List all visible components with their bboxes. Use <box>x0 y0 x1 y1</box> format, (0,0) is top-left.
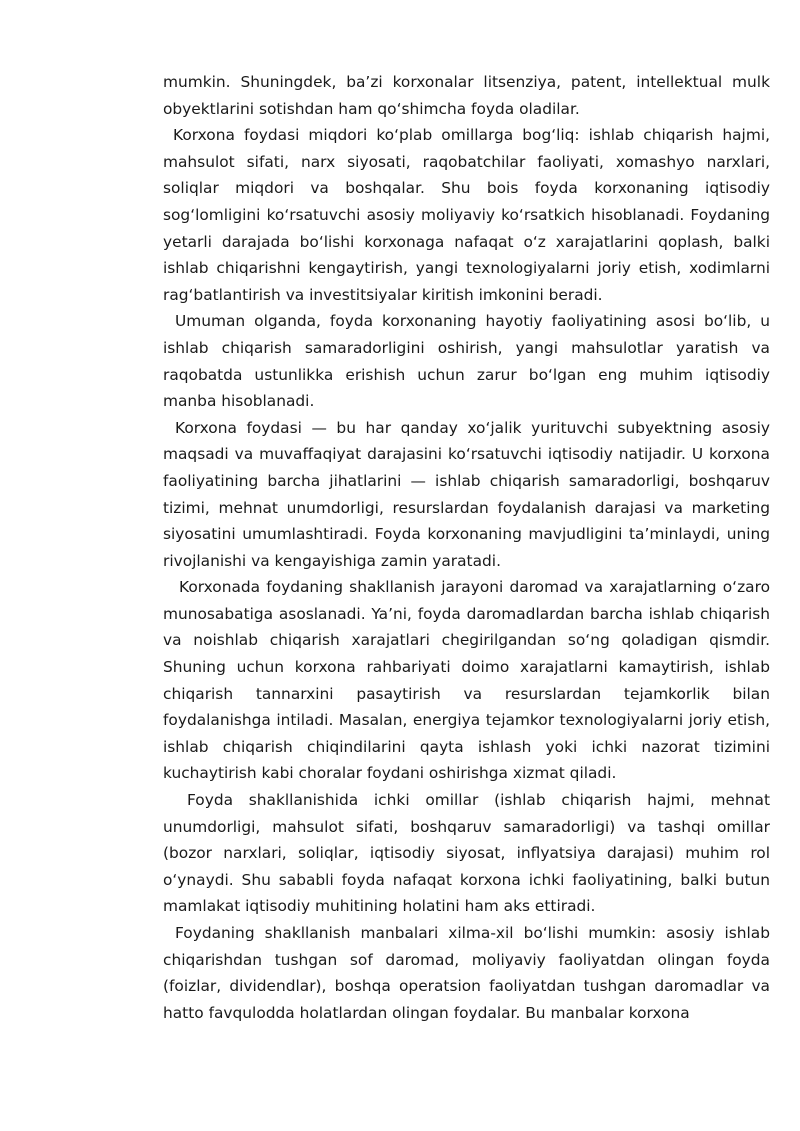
paragraph-profit-formation: Korxonada foydaning shakllanish jarayoni daromad va xarajatlarning o‘zaro munosabatiga asoslanadi. Ya’ni, foyda daromadlardan barcha ishlab chiqarish va noishlab chiqarish xarajatlari chegirilgandan so‘ng qoladigan qismdir. Shuning uchun korxona rahbariyati doimo xarajatlarni kamaytirish, ishlab chiqarish tannarxini pasaytirish va resurslardan tejamkorlik bilan foydalanishga intiladi. Masalan, energiya tejamkor texnologiyalarni joriy etish, ishlab chiqarish chiqindilarini qayta ishlash yoki ichki nazorat tizimini kuchaytirish kabi choralar foydani oshirishga xizmat qiladi. <box>163 578 770 783</box>
paragraph-profit-definition: Korxona foydasi — bu har qanday xo‘jalik yurituvchi subyektning asosiy maqsadi va muvaffaqiyat darajasini ko‘rsatuvchi iqtisodiy natijadir. U korxona faoliyatining barcha jihatlarini — ishlab chiqarish samaradorligi, boshqaruv tizimi, mehnat unumdorligi, resurslardan foydalanish darajasi va marketing siyosatini umumlashtiradi. Foyda korxonaning mavjudligini ta’minlaydi, uning rivojlanishi va kengayishiga zamin yaratadi. <box>163 418 770 570</box>
body-text <box>163 69 770 1026</box>
paragraph-profit-sources: Foydaning shakllanish manbalari xilma-xil bo‘lishi mumkin: asosiy ishlab chiqarishdan tushgan sof daromad, moliyaviy faoliyatdan olingan foyda (foizlar, dividendlar), boshqa operatsion faoliyatdan tushgan daromadlar va hatto favqulodda holatlardan olingan foydalar. Bu manbalar korxona <box>163 924 770 1022</box>
paragraph-continuation: mumkin. Shuningdek, ba’zi korxonalar litsenziya, patent, intellektual mulk obyektlarini sotishdan ham qo‘shimcha foyda oladilar. <box>163 73 770 118</box>
paragraph-profit-factors: Korxona foydasi miqdori ko‘plab omillarga bog‘liq: ishlab chiqarish hajmi, mahsulot sifati, narx siyosati, raqobatchilar faoliyati, xomashyo narxlari, soliqlar miqdori va boshqalar. Shu bois foyda korxonaning iqtisodiy sog‘lomligini ko‘rsatuvchi asosiy moliyaviy ko‘rsatkich hisoblanadi. Foydaning yetarli darajada bo‘lishi korxonaga nafaqat o‘z xarajatlarini qoplash, balki ishlab chiqarishni kengaytirish, yangi texnologiyalarni joriy etish, xodimlarni rag‘batlantirish va investitsiyalar kiritish imkonini beradi. <box>163 126 770 304</box>
paragraph-summary: Umuman olganda, foyda korxonaning hayotiy faoliyatining asosi bo‘lib, u ishlab chiqarish samaradorligini oshirish, yangi mahsulotlar yaratish va raqobatda ustunlikka erishish uchun zarur bo‘lgan eng muhim iqtisodiy manba hisoblanadi. <box>163 312 770 411</box>
paragraph-internal-external-factors: Foyda shakllanishida ichki omillar (ishlab chiqarish hajmi, mehnat unumdorligi, mahsulot sifati, boshqaruv samaradorligi) va tashqi omillar (bozor narxlari, soliqlar, iqtisodiy siyosat, inflyatsiya darajasi) muhim rol o‘ynaydi. Shu sababli foyda nafaqat korxona ichki faoliyatining, balki butun mamlakat iqtisodiy muhitining holatini ham aks ettiradi. <box>163 791 770 916</box>
